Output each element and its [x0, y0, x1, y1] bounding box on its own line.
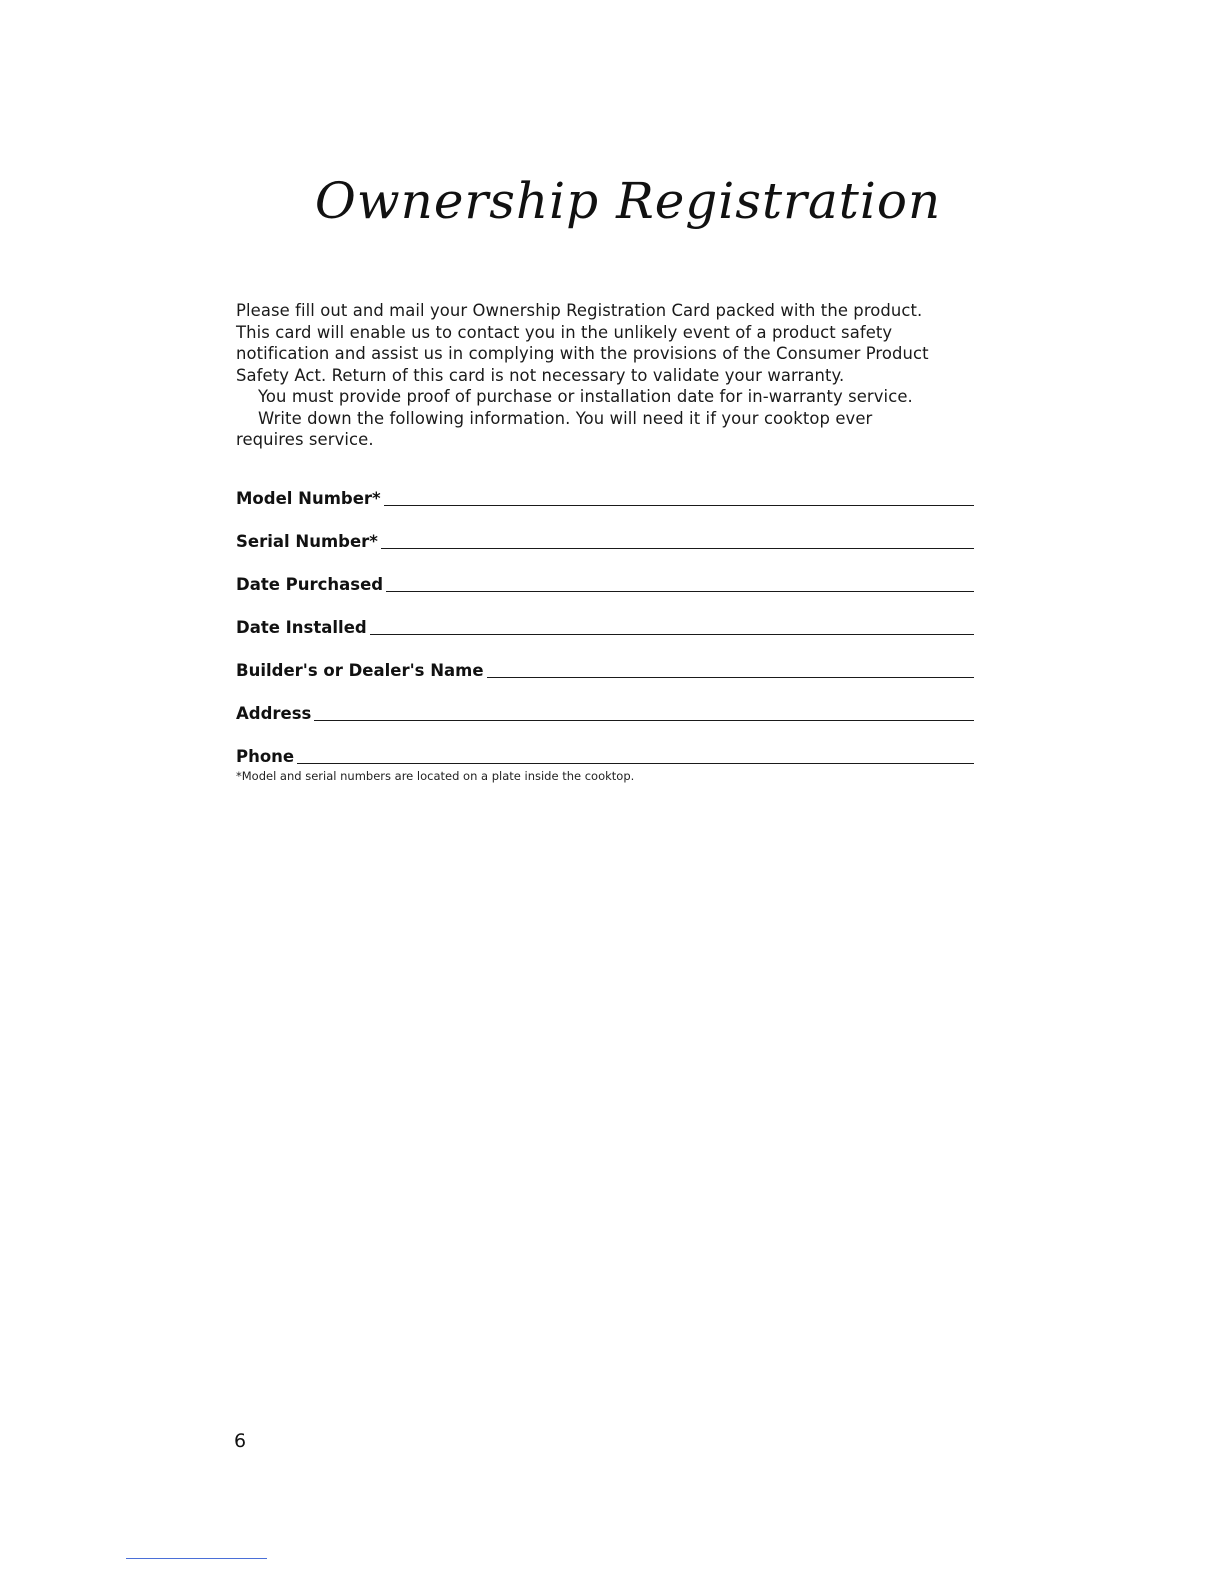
page-number: 6	[234, 1430, 247, 1452]
serial-number-field[interactable]	[381, 547, 974, 549]
date-installed-field[interactable]	[370, 633, 974, 635]
date-purchased-row	[236, 552, 974, 595]
model-number-label: Model Number*	[236, 489, 381, 508]
dealer-name-label: Builder's or Dealer's Name	[236, 661, 484, 680]
serial-number-row	[236, 509, 974, 552]
page-title: Ownership Registration	[314, 172, 942, 230]
write-down-instruction: Write down the following information. You will need it if your cooktop ever	[258, 408, 873, 428]
write-down-instruction-continued: requires service.	[236, 430, 374, 449]
date-installed-label: Date Installed	[236, 618, 367, 637]
intro-line: Please fill out and mail your Ownership Registration Card packed with the product.	[236, 301, 923, 320]
phone-field[interactable]	[297, 762, 974, 764]
phone-label: Phone	[236, 747, 295, 766]
bottom-divider	[126, 1558, 267, 1559]
dealer-name-row	[236, 638, 974, 681]
intro-line: Safety Act. Return of this card is not necessary to validate your warranty.	[236, 365, 845, 385]
serial-number-label: Serial Number*	[236, 532, 378, 551]
address-field[interactable]	[314, 719, 974, 721]
address-row	[236, 681, 974, 724]
model-number-row	[236, 466, 974, 509]
date-purchased-field[interactable]	[386, 590, 974, 592]
phone-row	[236, 724, 974, 767]
dealer-name-field[interactable]	[487, 676, 974, 678]
intro-paragraph	[236, 300, 996, 451]
intro-line: notification and assist us in complying with the provisions of the Consumer Product	[236, 344, 929, 363]
model-number-field[interactable]	[384, 504, 974, 506]
intro-line: This card will enable us to contact you in the unlikely event of a product safety	[236, 322, 893, 342]
footnote: *Model and serial numbers are located on a plate inside the cooktop.	[236, 769, 635, 783]
registration-form	[236, 466, 974, 767]
date-installed-row	[236, 595, 974, 638]
date-purchased-label: Date Purchased	[236, 575, 384, 594]
proof-of-purchase-note: You must provide proof of purchase or installation date for in-warranty service.	[258, 387, 913, 406]
address-label: Address	[236, 704, 312, 723]
